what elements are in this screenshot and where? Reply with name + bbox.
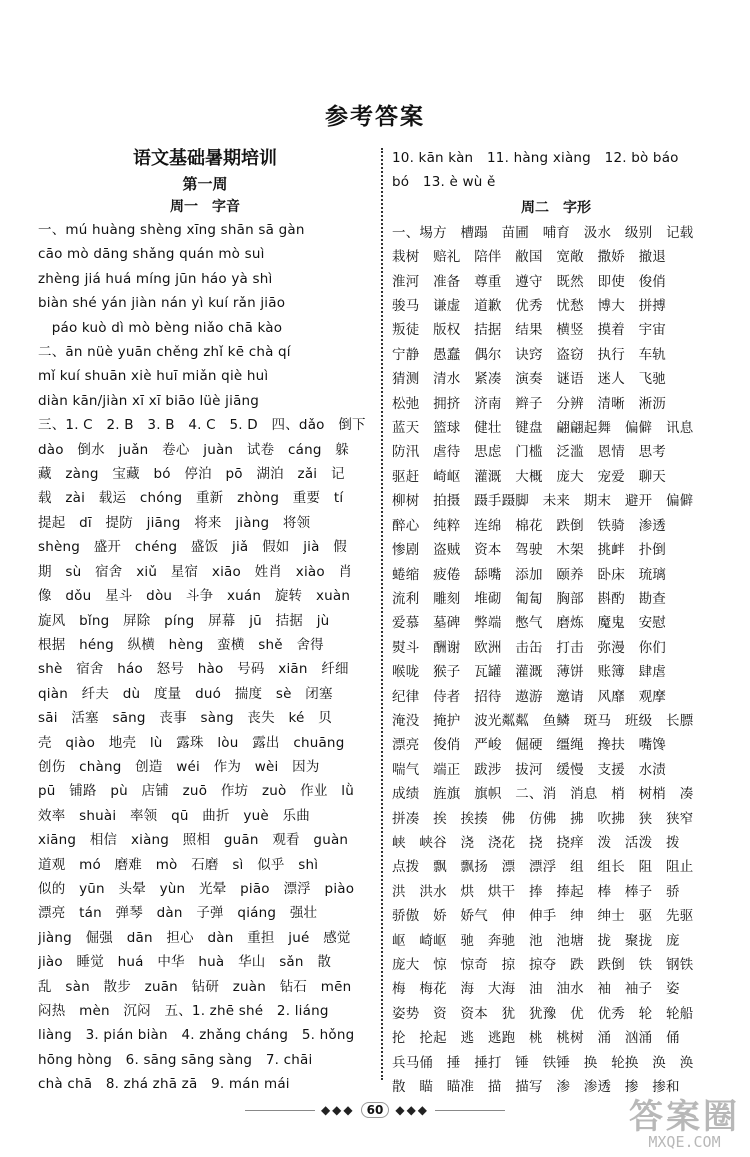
answer-line: 提起 dī 提防 jiāng 将来 jiàng 将领 xyxy=(38,514,311,531)
answer-line: qiàn 纤夫 dù 度量 duó 揣度 sè 闭塞 xyxy=(38,685,333,702)
answer-line: sāi 活塞 sāng 丧事 sàng 丧失 ké 贝 xyxy=(38,710,332,727)
answer-line: xiāng 相信 xiàng 照相 guān 观看 guàn xyxy=(38,832,349,849)
answer-line: zhèng jiá huá míng jūn háo yà shì xyxy=(38,270,273,287)
answer-line: 驱赶 崎岖 灌溉 大概 庞大 宠爱 聊天 xyxy=(392,468,666,485)
answer-line: 骄傲 娇 娇气 伸 伸手 绅 绅士 驱 先驱 xyxy=(392,908,694,925)
answer-line: 惨剧 盗贼 资本 驾驶 木架 挑衅 扑倒 xyxy=(392,542,666,559)
answer-line: liàng 3. pián biàn 4. zhǎng cháng 5. hǒng xyxy=(38,1027,355,1044)
page-number: 60 xyxy=(361,1102,390,1118)
answer-line: 闷热 mèn 沉闷 五、1. zhē shé 2. liáng xyxy=(38,1003,329,1019)
answer-line: 漂亮 tán 弹琴 dàn 子弹 qiáng 强壮 xyxy=(38,905,318,922)
answer-line: 10. kān kàn 11. hàng xiàng 12. bò báo xyxy=(392,150,679,166)
answer-line: 乱 sàn 散步 zuān 钻研 zuàn 钻石 mēn xyxy=(38,978,352,995)
answer-line: 柳树 拍摄 蹑手蹑脚 未来 期末 避开 偏僻 xyxy=(392,493,694,510)
footer-rule-left xyxy=(245,1110,315,1111)
answer-line: 点拨 飘 飘扬 漂 漂浮 组 组长 阻 阻止 xyxy=(392,859,694,876)
answer-line: 蓝天 篮球 健壮 键盘 翩翩起舞 偏僻 讯息 xyxy=(392,420,694,437)
answer-line: shèng 盛开 chéng 盛饭 jiǎ 假如 jià 假 xyxy=(38,539,347,556)
answer-line: mǐ kuí shuān xiè huī miǎn qiè huì xyxy=(38,368,269,385)
diamond-ornament-icon: ◆◆◆ xyxy=(395,1103,430,1117)
answer-line: 期 sù 宿舍 xiǔ 星宿 xiāo 姓肖 xiào 肖 xyxy=(38,563,353,580)
answer-line: 松弛 拥挤 济南 辫子 分辨 清晰 淅沥 xyxy=(392,395,666,412)
answer-line: 似的 yūn 头晕 yùn 光晕 piāo 漂浮 piào xyxy=(38,880,355,897)
day-heading-monday: 周一 字音 xyxy=(170,199,240,215)
answer-line: 峡 峡谷 浇 浇花 挠 挠痒 泼 活泼 拨 xyxy=(392,834,680,851)
answer-lines-monday xyxy=(38,218,372,1097)
answer-line: hōng hòng 6. sāng sāng sàng 7. chāi xyxy=(38,1051,313,1068)
answer-line: 载 zài 载运 chóng 重新 zhòng 重要 tí xyxy=(38,490,344,507)
answer-line: dào 倒水 juǎn 卷心 juàn 试卷 cáng 躲 xyxy=(38,441,349,458)
answer-line: 像 dǒu 星斗 dòu 斗争 xuán 旋转 xuàn xyxy=(38,588,351,605)
watermark-logo xyxy=(629,1096,740,1152)
answer-line: diàn kān/jiàn xī xī biāo lüè jiāng xyxy=(38,392,260,409)
week-heading: 第一周 xyxy=(182,175,228,193)
answer-line: 流利 雕刻 堆砌 匍匐 胸部 斟酌 勘查 xyxy=(392,590,666,607)
answer-line: chà chā 8. zhá zhā zā 9. mán mái xyxy=(38,1076,290,1093)
answer-line: 效率 shuài 率领 qū 曲折 yuè 乐曲 xyxy=(38,807,310,824)
answer-line: 淮河 准备 尊重 遵守 既然 即使 俊俏 xyxy=(392,273,666,290)
answer-line: 淹没 掩护 波光粼粼 鱼鳞 斑马 班级 长膘 xyxy=(392,712,694,729)
day-heading-tuesday: 周二 字形 xyxy=(521,199,591,216)
answer-line: 散 瞄 瞄准 描 描写 渗 渗透 掺 掺和 xyxy=(392,1079,680,1096)
left-column xyxy=(38,146,372,1097)
answer-line: 梅 梅花 海 大海 油 油水 袖 袖子 姿 xyxy=(392,981,680,998)
right-column xyxy=(392,146,720,1099)
answer-line: 拼凑 挨 挨揍 佛 仿佛 拂 吹拂 狭 狭窄 xyxy=(392,810,694,827)
answer-line: cāo mò dāng shǎng quán mò suì xyxy=(38,246,265,263)
answer-line: 二、ān nüè yuān chěng zhǐ kē chà qí xyxy=(38,344,291,361)
answer-line: 兵马俑 捶 捶打 锤 铁锤 换 轮换 涣 涣 xyxy=(392,1054,694,1071)
section-title: 语文基础暑期培训 xyxy=(133,148,277,169)
answer-line: 纪律 侍者 招待 遨游 邀请 风靡 观摩 xyxy=(392,688,666,705)
answer-line: 道观 mó 磨难 mò 石磨 sì 似乎 shì xyxy=(38,856,319,873)
answer-line: biàn shé yán jiàn nán yì kuí rǎn jiāo xyxy=(38,295,286,312)
answer-line: 喘气 端正 跋涉 拔河 缓慢 支援 水渍 xyxy=(392,761,666,778)
answer-lines-tuesday xyxy=(392,221,720,1100)
answer-line: pū 铺路 pù 店铺 zuō 作坊 zuò 作业 lǜ xyxy=(38,783,354,800)
answer-line: 壳 qiào 地壳 lù 露珠 lòu 露出 chuāng xyxy=(38,734,345,751)
diamond-ornament-icon: ◆◆◆ xyxy=(320,1103,355,1117)
page-title: 参考答案 xyxy=(325,104,425,130)
answer-line: 姿势 资 资本 犹 犹豫 优 优秀 轮 轮船 xyxy=(392,1005,694,1022)
answer-line: 漂亮 俊俏 严峻 倔硬 缰绳 搀扶 嘴馋 xyxy=(392,737,666,754)
answer-line: 爱慕 墓碑 弊端 憋气 磨炼 魔鬼 安慰 xyxy=(392,615,666,632)
answer-line: 洪 洪水 烘 烘干 捧 捧起 棒 棒子 骄 xyxy=(392,883,680,900)
answer-line: 抡 抡起 逃 逃跑 桃 桃树 涌 汹涌 俑 xyxy=(392,1030,680,1047)
footer-rule-right xyxy=(435,1110,505,1111)
answer-line: 根据 héng 纵横 hèng 蛮横 shě 舍得 xyxy=(38,636,324,653)
answer-line: 猜测 清水 紧凑 演奏 谜语 迷人 飞驰 xyxy=(392,371,666,388)
answer-line: 岖 崎岖 驰 奔驰 池 池塘 拢 聚拢 庞 xyxy=(392,932,680,949)
answer-line: 三、1. C 2. B 3. B 4. C 5. D 四、dǎo 倒下 xyxy=(38,417,366,434)
answer-line: 成绩 旌旗 旗帜 二、消 消息 梢 树梢 凑 xyxy=(392,786,694,803)
answer-line: 骏马 谦虚 道歉 优秀 忧愁 博大 拼搏 xyxy=(392,298,666,315)
answer-line: 庞大 惊 惊奇 掠 掠夺 跌 跌倒 铁 钢铁 xyxy=(392,957,694,973)
answer-line: 防汛 虐待 思虑 门槛 泛滥 恩情 思考 xyxy=(392,444,666,461)
answer-line: 蜷缩 疲倦 舔嘴 添加 颐养 卧床 琉璃 xyxy=(392,566,666,583)
answer-line: 一、埸方 槽蹋 苗圃 哺育 汲水 级别 记载 xyxy=(392,224,694,241)
answer-line: 宁静 愚蠢 偶尔 诀窍 盗窃 执行 车轨 xyxy=(392,346,666,363)
answer-line: 旋风 bǐng 屏除 píng 屏幕 jū 拮据 jù xyxy=(38,612,330,629)
answer-line: bó 13. è wù ě xyxy=(392,174,496,191)
answer-line: 熨斗 酬谢 欧洲 击缶 打击 弥漫 你们 xyxy=(392,639,666,656)
answer-line: jiào 睡觉 huá 中华 huà 华山 sǎn 散 xyxy=(38,954,332,971)
watermark-top: 答案圈 xyxy=(629,1096,740,1137)
answer-line: 叛徒 版权 拮据 结果 横竖 摸着 宇宙 xyxy=(392,322,666,339)
answer-line: 醉心 纯粹 连绵 棉花 跌倒 铁骑 渗透 xyxy=(392,517,666,534)
answer-line: 一、mú huàng shèng xīng shān sā gàn xyxy=(38,222,305,238)
answer-line: shè 宿舍 háo 怒号 hào 号码 xiān 纤细 xyxy=(38,661,349,678)
answer-lines-continued xyxy=(392,146,720,195)
answer-line: jiàng 倔强 dān 担心 dàn 重担 jué 感觉 xyxy=(38,929,351,946)
answer-line: páo kuò dì mò bèng niǎo chā kào xyxy=(38,319,283,336)
answer-line: 栽树 赔礼 陪伴 敝国 宽敞 撒娇 撤退 xyxy=(392,249,666,266)
answer-line: 藏 zàng 宝藏 bó 停泊 pō 湖泊 zǎi 记 xyxy=(38,466,345,483)
answer-line: 喉咙 猴子 瓦罐 灌溉 薄饼 账簿 肆虐 xyxy=(392,664,666,681)
column-divider xyxy=(381,148,383,1080)
answer-line: 创伤 chàng 创造 wéi 作为 wèi 因为 xyxy=(38,758,320,775)
watermark-bottom: MXQE.COM xyxy=(648,1133,721,1152)
